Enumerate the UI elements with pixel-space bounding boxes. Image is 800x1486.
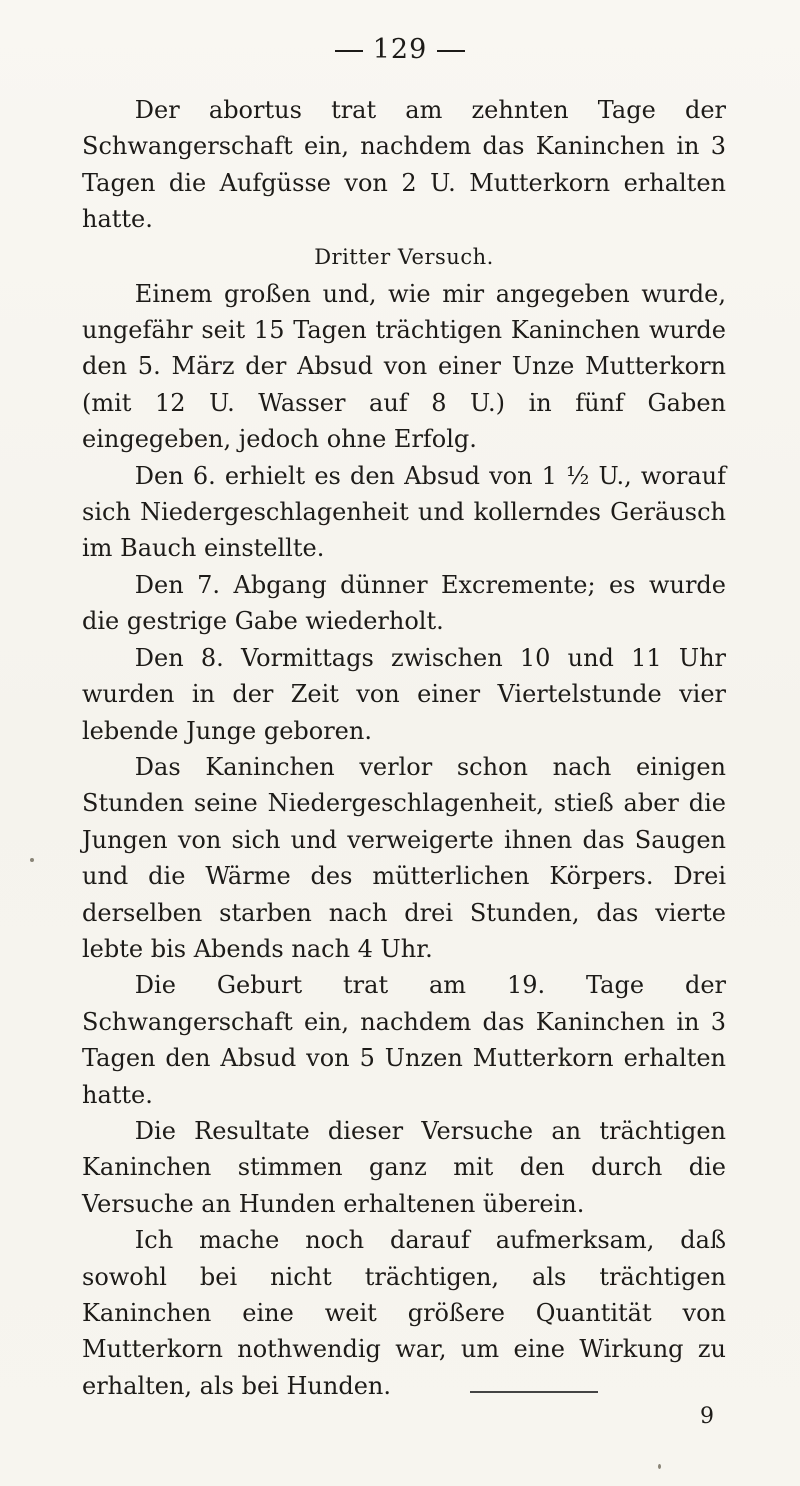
paper-speck — [658, 1464, 661, 1469]
page-number: 129 — [372, 34, 428, 65]
paragraph-4: Den 7. Abgang dünner Excremente; es wurde die gestrige Gabe wiederholt. — [82, 570, 726, 636]
paragraph-2: Einem großen und, wie mir angegeben wurde, ungefähr seit 15 Tagen trächtigen Kaninchen wurde den 5. März der Absud von einer Unze Mutterkorn (mit 12 U. Wasser auf 8 U.) in fünf Gaben eingegeben, jedoch ohne Erfolg. — [82, 279, 726, 454]
paragraph-1: Der abortus trat am zehnten Tage der Schwangerschaft ein, nachdem das Kaninchen in 3 Tagen die Aufgüsse von 2 U. Mutterkorn erhalten hatte. — [82, 96, 726, 234]
paragraph-8: Die Resultate dieser Versuche an trächtigen Kaninchen stimmen ganz mit den durch die Versuche an Hunden erhaltenen überein. — [82, 1116, 726, 1218]
paragraph-9: Ich mache noch darauf aufmerksam, daß sowohl bei nicht trächtigen, als trächtigen Kaninchen eine weit größere Quantität von Mutterkorn nothwendig war, um eine Wirkung zu erhalten, als bei Hunden. — [82, 1226, 726, 1400]
header-dash-right — [437, 50, 465, 52]
header-dash-left — [335, 50, 363, 52]
page-header — [0, 34, 800, 65]
paragraph-5: Den 8. Vormittags zwischen 10 und 11 Uhr wurden in der Zeit von einer Viertelstunde vier lebende Junge geboren. — [82, 643, 726, 745]
signature-mark: 9 — [700, 1404, 714, 1429]
paragraph-6: Das Kaninchen verlor schon nach einigen Stunden seine Niedergeschlagenheit, stieß aber die Jungen von sich und verweigerte ihnen das Saugen und die Wärme des mütterlichen Körpers. Drei derselben starben nach drei Stunden, das vierte lebte bis Abends nach 4 Uhr. — [82, 752, 726, 963]
paper-speck — [30, 858, 34, 862]
paragraph-7: Die Geburt trat am 19. Tage der Schwangerschaft ein, nachdem das Kaninchen in 3 Tagen den Absud von 5 Unzen Mutterkorn erhalten hatte. — [82, 971, 726, 1109]
body-text — [82, 92, 726, 1404]
section-title: Dritter Versuch. — [314, 244, 494, 269]
paragraph-3: Den 6. erhielt es den Absud von 1 ½ U., worauf sich Niedergeschlagenheit und kollerndes Geräusch im Bauch einstellte. — [82, 461, 726, 563]
footer-rule — [470, 1391, 598, 1393]
